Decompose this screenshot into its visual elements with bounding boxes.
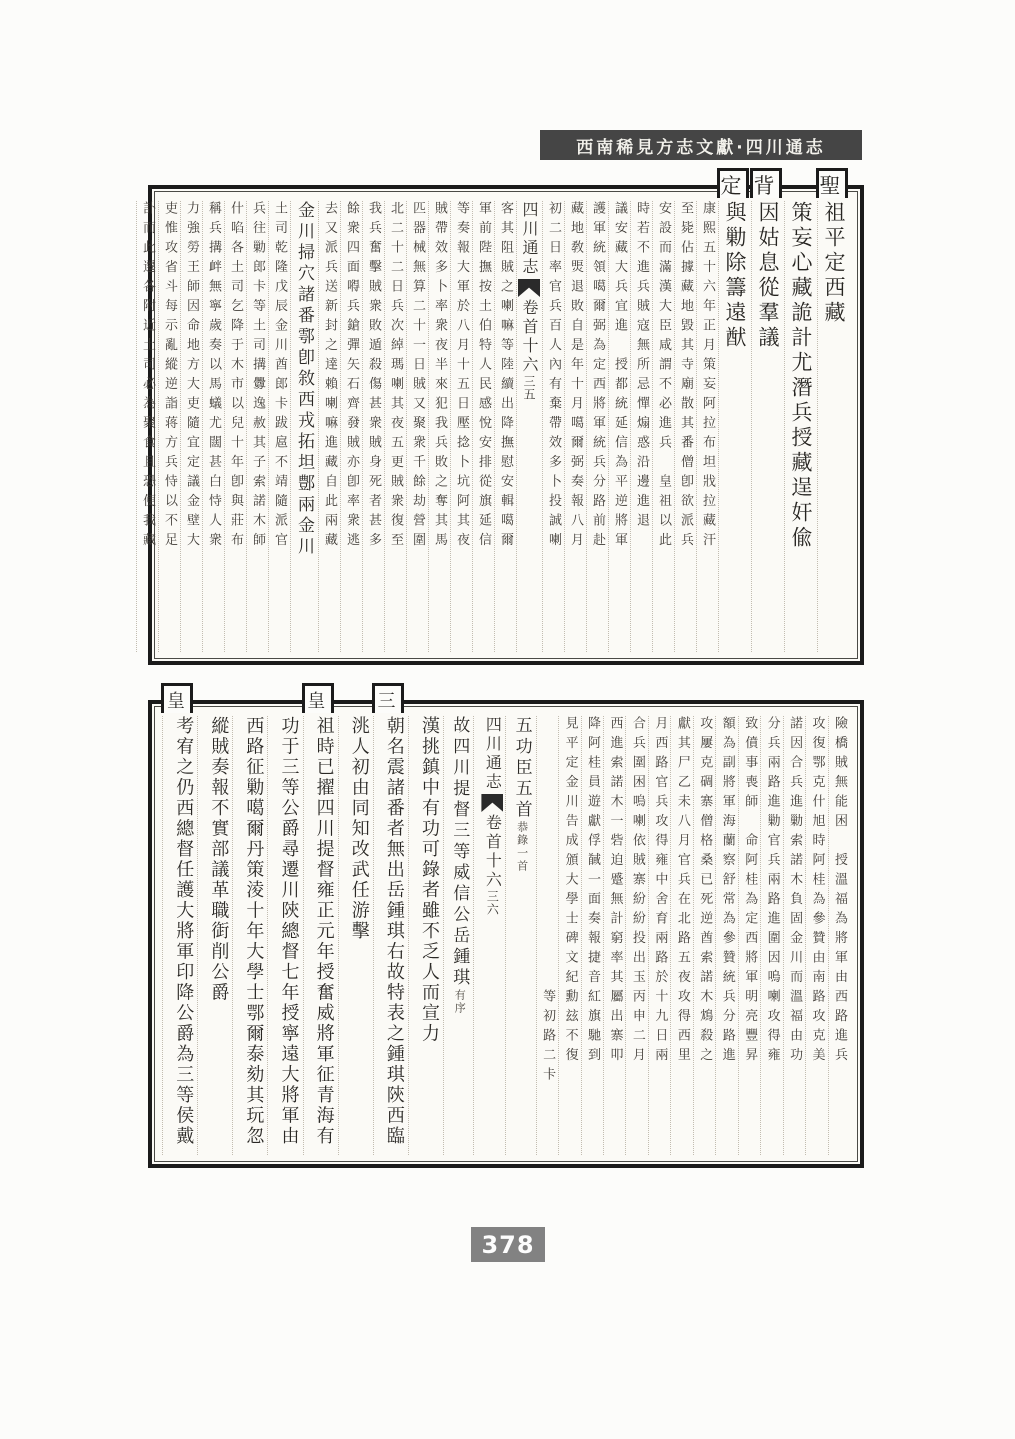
column-text: 吏惟攻省斗每示亂縱逆詣蒋方兵恃以不足 — [162, 201, 177, 552]
column-text: 月西路官兵攻得雍中舍育兩路於十九日兩 — [652, 716, 668, 1067]
text-column — [224, 201, 246, 652]
text-column — [630, 201, 652, 652]
column-text: 金川掃穴諸番鄠卽敘西戎拓坦鄷兩金川 — [294, 201, 314, 558]
column-text: 客其阻賊之喇嘛等陸續出降撫慰安輯噶爾 — [498, 201, 513, 552]
text-column — [648, 716, 670, 1155]
text-column — [162, 690, 197, 1155]
column-text: 議安藏大兵宜進 授都統延信為平逆將軍 — [612, 201, 627, 552]
folio-chapter: 卷首十六 — [520, 299, 539, 375]
text-column — [805, 716, 827, 1155]
text-column — [828, 716, 850, 1155]
column-text: 合兵圍困嗚喇依賊寨紛紛投出玉丙申二月 — [629, 716, 645, 1067]
text-column — [625, 716, 647, 1155]
text-column — [696, 201, 718, 652]
folio-title: 四川通志 — [520, 201, 539, 277]
folio-column — [473, 716, 505, 1155]
text-column — [817, 173, 850, 652]
text-column — [558, 716, 580, 1155]
column-text: 與勦除籌遠猷 — [723, 201, 747, 351]
column-text: 因姑息從羣議 — [756, 201, 780, 351]
text-column — [586, 201, 608, 652]
text-column — [715, 716, 737, 1155]
column-text: 至毙佔據藏地毀其寺廟散其番僧卽欲派兵 — [678, 201, 693, 552]
column-text: 降阿桂員遊獻俘馘一面奏報捷音紅旗馳到 — [585, 716, 601, 1067]
column-text: 攻復鄂克什旭時阿桂為參贊由南路攻克美 — [809, 716, 825, 1067]
column-text: 土司乾隆戊辰金川酋郎卡跋扈不靖隨派官 — [272, 201, 287, 552]
column-text: 稱兵搆衅無寧歲奏以馬蟻尤闊甚白恃人衆 — [206, 201, 221, 552]
text-column — [443, 716, 473, 1155]
column-text: 獻其尸乙未八月官兵在北路五夜攻得西里 — [674, 716, 690, 1067]
column-text: 護軍統領噶爾弼為定西將軍統兵分路前赴 — [590, 201, 605, 552]
text-column — [472, 201, 494, 652]
text-column — [693, 716, 715, 1155]
text-column — [318, 201, 340, 652]
column-text: 故四川提督三等威信公岳鍾琪 — [449, 716, 470, 989]
text-column — [536, 716, 558, 1155]
column-text: 祖時已擢四川提督雍正元年授奮威將軍征青海有 — [313, 716, 335, 1147]
text-column — [384, 201, 406, 652]
column-text: 什啗各土司乞降于木市以兒十年卽與莊布 — [228, 201, 243, 552]
column-text: 縱賊奏報不實部議革職衘削公爵 — [208, 716, 230, 1003]
text-column — [494, 201, 516, 652]
column-text: 力強勞王師因命地方大吏隨宜定議金壁大 — [184, 201, 199, 552]
column-text: 西進索諾木一砦迫蹙無計窮率其屬出寨叩 — [607, 716, 623, 1067]
text-column — [303, 690, 338, 1155]
column-text: 去又派兵送新封之達賴喇嘛進藏自此兩藏 — [322, 201, 337, 552]
text-column — [197, 716, 232, 1155]
column-text: 康熙五十六年正月策妄阿拉布坦戕拉藏汗 — [700, 201, 715, 552]
column-text: 兵往勦郎卡等土司搆釁逸赦其子索諾木師 — [250, 201, 265, 552]
text-column — [406, 201, 428, 652]
text-column — [246, 201, 268, 652]
column-text: 軍前陛撫按土伯特人民感悅安排從旗延信 — [476, 201, 491, 552]
text-column — [652, 201, 674, 652]
column-annotation: 恭錄一首 — [515, 821, 529, 873]
column-text: 餘衆四面嘚兵鎗彈矢石齊發賊亦卽率衆逃 — [344, 201, 359, 552]
taihead-tab: 皇 — [302, 683, 334, 713]
text-column — [603, 716, 625, 1155]
column-text: 安設而滿漢大臣咸謂不必進兵 皇祖以此 — [656, 201, 671, 552]
column-text: 祖平定西藏 — [822, 201, 846, 326]
text-column — [340, 201, 362, 652]
text-block-top-inner — [140, 173, 858, 659]
text-column — [670, 716, 692, 1155]
header-bar — [540, 130, 862, 160]
taihead-tab: 定 — [717, 168, 749, 198]
text-column — [783, 716, 805, 1155]
column-text: 時若不進兵賊寇無所忌憚煽惑沿邊進退 — [634, 201, 649, 552]
text-column — [158, 201, 180, 652]
column-text: 藏地敎煚退敗自是年十月噶爾弼奏報八月 — [568, 201, 583, 552]
text-column — [760, 716, 782, 1155]
text-column — [136, 201, 158, 652]
column-text: 漢挑鎮中有功可錄者雖不乏人而宣力 — [418, 716, 440, 1044]
text-column — [267, 716, 302, 1155]
text-column — [180, 201, 202, 652]
text-column — [738, 716, 760, 1155]
column-annotation: 有序 — [453, 989, 467, 1015]
text-column — [564, 201, 586, 652]
column-text: 五功臣五首 — [511, 716, 532, 821]
text-column — [608, 201, 630, 652]
folio-page-number: 三六 — [485, 890, 500, 916]
column-text: 分兵兩路進勦官兵兩路進圍因嗚喇攻得雍 — [764, 716, 780, 1067]
column-text: 賊帶效多卜率衆夜半來犯我兵敗之奪其馬 — [432, 201, 447, 552]
text-column — [362, 201, 384, 652]
column-text: 考宥之仍西總督任護大將軍印降公爵為三等侯戴 — [173, 716, 195, 1147]
column-text: 等初路二卡 — [540, 716, 556, 1087]
text-column — [542, 201, 564, 652]
header-title: 西南稀見方志文獻·四川通志 — [576, 137, 826, 158]
column-text: 等奏報大軍於八月十五日壓捻卜坑阿其夜 — [454, 201, 469, 552]
column-text: 我兵奮擊賊衆敗遁殺傷甚衆賊身死者甚多 — [366, 201, 381, 552]
column-text: 初二日率官兵百人內有棄帶效多卜投誠喇 — [546, 201, 561, 552]
column-text: 見平定金川告成頒大學士碑文紀勳玆不復 — [562, 716, 578, 1067]
text-column — [373, 690, 408, 1155]
column-text: 功于三等公爵尋遷川陝總督七年授寧遠大將軍由 — [278, 716, 300, 1147]
folio-page-number: 三五 — [522, 375, 536, 401]
column-text: 策妄心藏詭計尤潛兵授藏逞奸偸 — [789, 201, 813, 551]
text-column — [428, 201, 450, 652]
text-column — [202, 201, 224, 652]
text-column — [784, 201, 817, 652]
taihead-tab: 皇 — [161, 683, 193, 713]
column-text: 西路征勦噶爾丹策淩十年大學士鄂爾泰劾其玩忽 — [243, 716, 265, 1147]
column-text: 訃而此遷各附近土司必為聚食且恐便我藏 — [140, 201, 155, 552]
text-block-top — [140, 173, 864, 665]
column-text: 額為副將軍海蘭察舒常為參贊統兵分路進 — [719, 716, 735, 1067]
column-text: 險橋賊無能困 授溫福為將軍由西路進兵 — [832, 716, 847, 1067]
folio-chapter: 卷首十六 — [483, 814, 503, 890]
column-text: 致僨事喪師 命阿桂為定西將軍明亮豐昇 — [742, 716, 758, 1067]
folio-title: 四川通志 — [483, 716, 503, 792]
text-column — [232, 716, 267, 1155]
taihead-tab: 聖 — [816, 168, 848, 198]
column-text: 攻屢克碉寨僧格桑已死逆酋索諾木鴆殺之 — [697, 716, 713, 1067]
text-column — [268, 201, 290, 652]
text-column — [505, 716, 535, 1155]
text-column — [290, 201, 318, 652]
text-column — [338, 716, 373, 1155]
column-text: 匹器械無算二十一日賊又聚衆千餘劫營圍 — [410, 201, 425, 552]
folio-column — [516, 201, 542, 652]
text-column — [718, 173, 751, 652]
page-number: 378 — [481, 1230, 535, 1259]
text-column — [751, 173, 784, 652]
column-text: 朝名震諸番者無出岳鍾琪右故特表之鍾琪陝西臨 — [383, 716, 405, 1147]
page-number-badge — [471, 1227, 545, 1262]
taihead-tab: 背 — [750, 168, 782, 198]
column-text: 北二十二日兵次綽瑪喇其夜五更賊衆復至 — [388, 201, 403, 552]
fishtail-mark — [481, 794, 503, 812]
text-block-bottom-inner — [154, 690, 858, 1162]
text-column — [581, 716, 603, 1155]
text-column — [450, 201, 472, 652]
text-column — [408, 716, 443, 1155]
fishtail-mark — [518, 279, 540, 297]
taihead-tab: 三 — [372, 683, 404, 713]
column-text: 諾因合兵進勦索諾木負固金川而溫福由功 — [787, 716, 803, 1067]
text-column — [674, 201, 696, 652]
column-text: 洮人初由同知改武任游擊 — [348, 716, 370, 942]
text-block-bottom — [148, 690, 864, 1168]
